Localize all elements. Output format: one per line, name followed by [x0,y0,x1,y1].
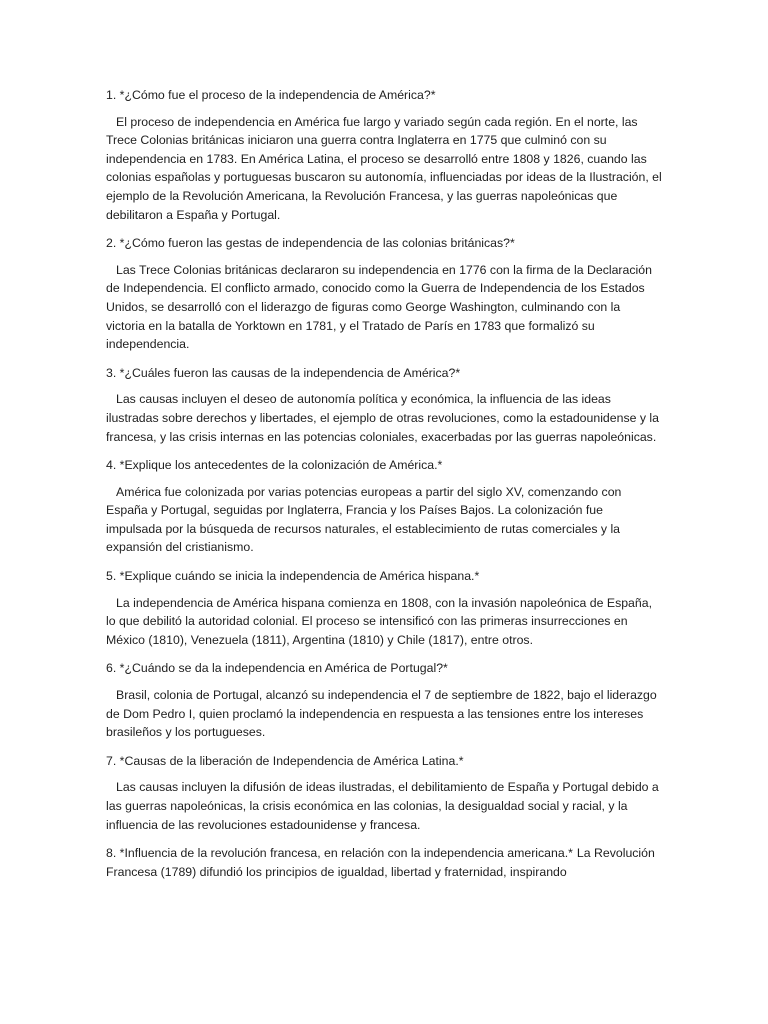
question-1: 1. *¿Cómo fue el proceso de la independencia de América?* [106,88,436,102]
document-page [106,86,662,889]
question-3: 3. *¿Cuáles fueron las causas de la independencia de América?* [106,365,461,380]
question-8: 8. *Influencia de la revolución francesa, en relación con la independencia americana.* [106,846,573,861]
question-7: 7. *Causas de la liberación de Independencia de América Latina.* [106,753,464,768]
answer-8: La Revolución Francesa (1789) difundió los principios de igualdad, libertad y fraternidad, inspirando [106,846,655,879]
answer-4: América fue colonizada por varias potencias europeas a partir del siglo XV, comenzando con España y Portugal, seguidas por Inglaterra, Francia y los Países Bajos. La colonización fue impulsada por la búsqueda de recursos naturales, el establecimiento de rutas comerciales y la expansión del cristianismo. [106,484,622,555]
question-answer-8 [106,844,662,881]
question-2: 2. *¿Cómo fueron las gestas de independencia de las colonias británicas?* [106,236,515,251]
question-4: 4. *Explique los antecedentes de la colonización de América.* [106,458,443,473]
answer-5: La independencia de América hispana comienza en 1808, con la invasión napoleónica de España, lo que debilitó la autoridad colonial. El proceso se intensificó con las primeras insurrecciones en México (1810), Venezuela (1811), Argentina (1810) y Chile (1817), entre otros. [106,595,652,647]
answer-6: Brasil, colonia de Portugal, alcanzó su independencia el 7 de septiembre de 1822, bajo el liderazgo de Dom Pedro I, quien proclamó la independencia en respuesta a las tensiones entre los intereses brasileños y los portugueses. [106,688,657,740]
answer-1: El proceso de independencia en América fue largo y variado según cada región. En el norte, las Trece Colonias británicas iniciaron una guerra contra Inglaterra en 1775 que culminó con su independencia en 1783. En América Latina, el proceso se desarrolló entre 1808 y 1826, cuando las colonias españolas y portuguesas buscaron su autonomía, influenciadas por ideas de la Ilustración, el ejemplo de la Revolución Americana, la Revolución Francesa, y las guerras napoleónicas que debilitaron a España y Portugal. [106,114,662,222]
answer-2: Las Trece Colonias británicas declararon su independencia en 1776 con la firma de la Declaración de Independencia. El conflicto armado, conocido como la Guerra de Independencia de los Estados Unidos, se desarrolló con el liderazgo de figuras como George Washington, culminando con la victoria en la batalla de Yorktown en 1781, y el Tratado de París en 1783 que formalizó su independencia. [106,262,652,352]
answer-7: Las causas incluyen la difusión de ideas ilustradas, el debilitamiento de España y Portugal debido a las guerras napoleónicas, la crisis económica en las colonias, la desigualdad social y racial, y la influencia de las revoluciones estadounidense y francesa. [106,780,659,832]
answer-3: Las causas incluyen el deseo de autonomía política y económica, la influencia de las ideas ilustradas sobre derechos y libertades, el ejemplo de otras revoluciones, como la estadounidense y la francesa, y las crisis internas en las potencias coloniales, exacerbadas por las guerras napoleónicas. [106,392,659,444]
question-5: 5. *Explique cuándo se inicia la independencia de América hispana.* [106,569,480,584]
question-6: 6. *¿Cuándo se da la independencia en América de Portugal?* [106,661,448,676]
